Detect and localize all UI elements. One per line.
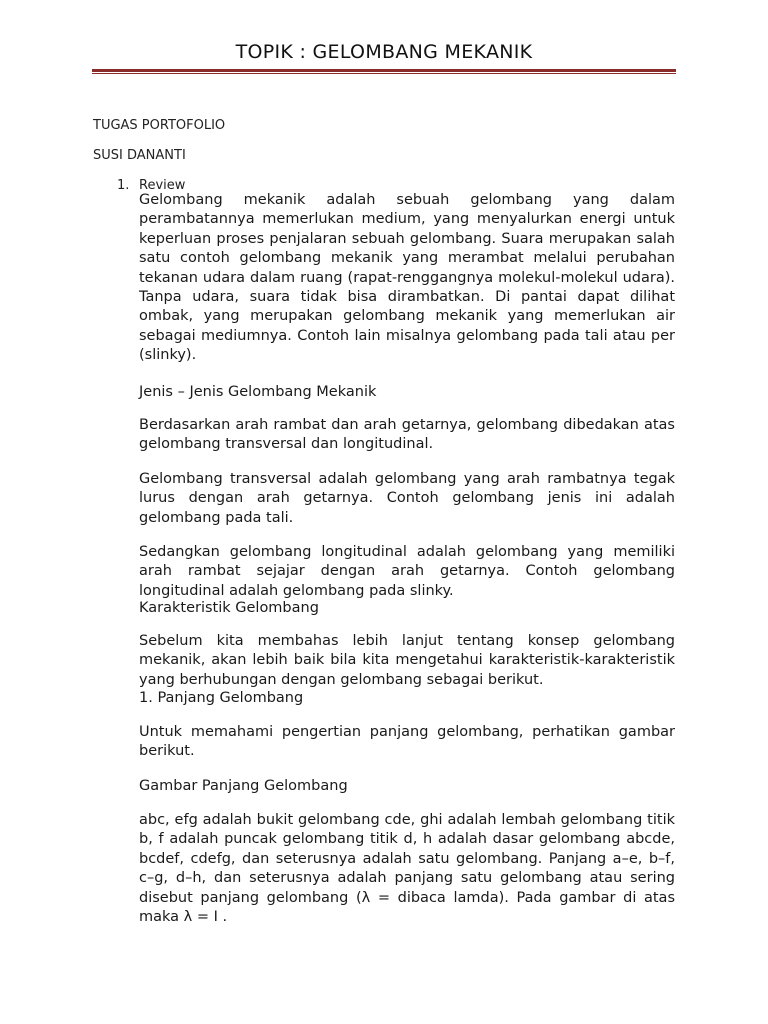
title-rule-thick xyxy=(92,69,676,72)
paragraph-wave-explanation: abc, efg adalah bukit gelombang cde, ghi adalah lembah gelombang titik b, f adalah puncak gelombang titik d, h adalah dasar gelombang abcde, bcdef, cdefg, dan seterusnya adalah satu gelombang. Panjang a–e, b–f, c–g, d–h, dan seterusnya adalah panjang satu gelombang atau sering disebut panjang gelombang (λ = dibaca lamda). Pada gambar di atas maka λ = I . xyxy=(139,812,675,926)
author-name: SUSI DANANTI xyxy=(93,148,186,163)
task-label: TUGAS PORTOFOLIO xyxy=(93,118,226,133)
subheading-karakteristik: Karakteristik Gelombang xyxy=(139,600,319,616)
document-title: TOPIK : GELOMBANG MEKANIK xyxy=(235,41,533,63)
paragraph-classification: Berdasarkan arah rambat dan arah getarnya, gelombang dibedakan atas gelombang transversal dan longitudinal. xyxy=(139,417,675,453)
list-item-label: Review xyxy=(139,178,186,193)
subheading-jenis: Jenis – Jenis Gelombang Mekanik xyxy=(139,384,377,400)
paragraph-transversal: Gelombang transversal adalah gelombang yang arah rambatnya tegak lurus dengan arah getarnya. Contoh gelombang jenis ini adalah gelombang pada tali. xyxy=(139,471,675,526)
subheading-panjang-gelombang: 1. Panjang Gelombang xyxy=(139,690,304,706)
paragraph-karakteristik-intro: Sebelum kita membahas lebih lanjut tentang konsep gelombang mekanik, akan lebih baik bila kita mengetahui karakteristik-karakteristik yang berhubungan dengan gelombang sebagai berikut. xyxy=(139,633,675,688)
title-rule-thin xyxy=(92,73,676,74)
paragraph-longitudinal: Sedangkan gelombang longitudinal adalah gelombang yang memiliki arah rambat sejajar dengan arah getarnya. Contoh gelombang longitudinal adalah gelombang pada slinky. xyxy=(139,544,675,599)
figure-caption: Gambar Panjang Gelombang xyxy=(139,778,348,794)
paragraph-definition: Gelombang mekanik adalah sebuah gelombang yang dalam perambatannya memerlukan medium, yang menyalurkan energi untuk keperluan proses penjalaran sebuah gelombang. Suara merupakan salah satu contoh gelombang mekanik yang merambat melalui perubahan tekanan udara dalam ruang (rapat-renggangnya molekul-molekul udara). Tanpa udara, suara tidak bisa dirambatkan. Di pantai dapat dilihat ombak, yang merupakan gelombang mekanik yang memerlukan air sebagai mediumnya. Contoh lain misalnya gelombang pada tali atau per (slinky). xyxy=(139,192,675,364)
list-number: 1. xyxy=(117,178,130,193)
paragraph-panjang-intro: Untuk memahami pengertian panjang gelombang, perhatikan gambar berikut. xyxy=(139,724,675,760)
